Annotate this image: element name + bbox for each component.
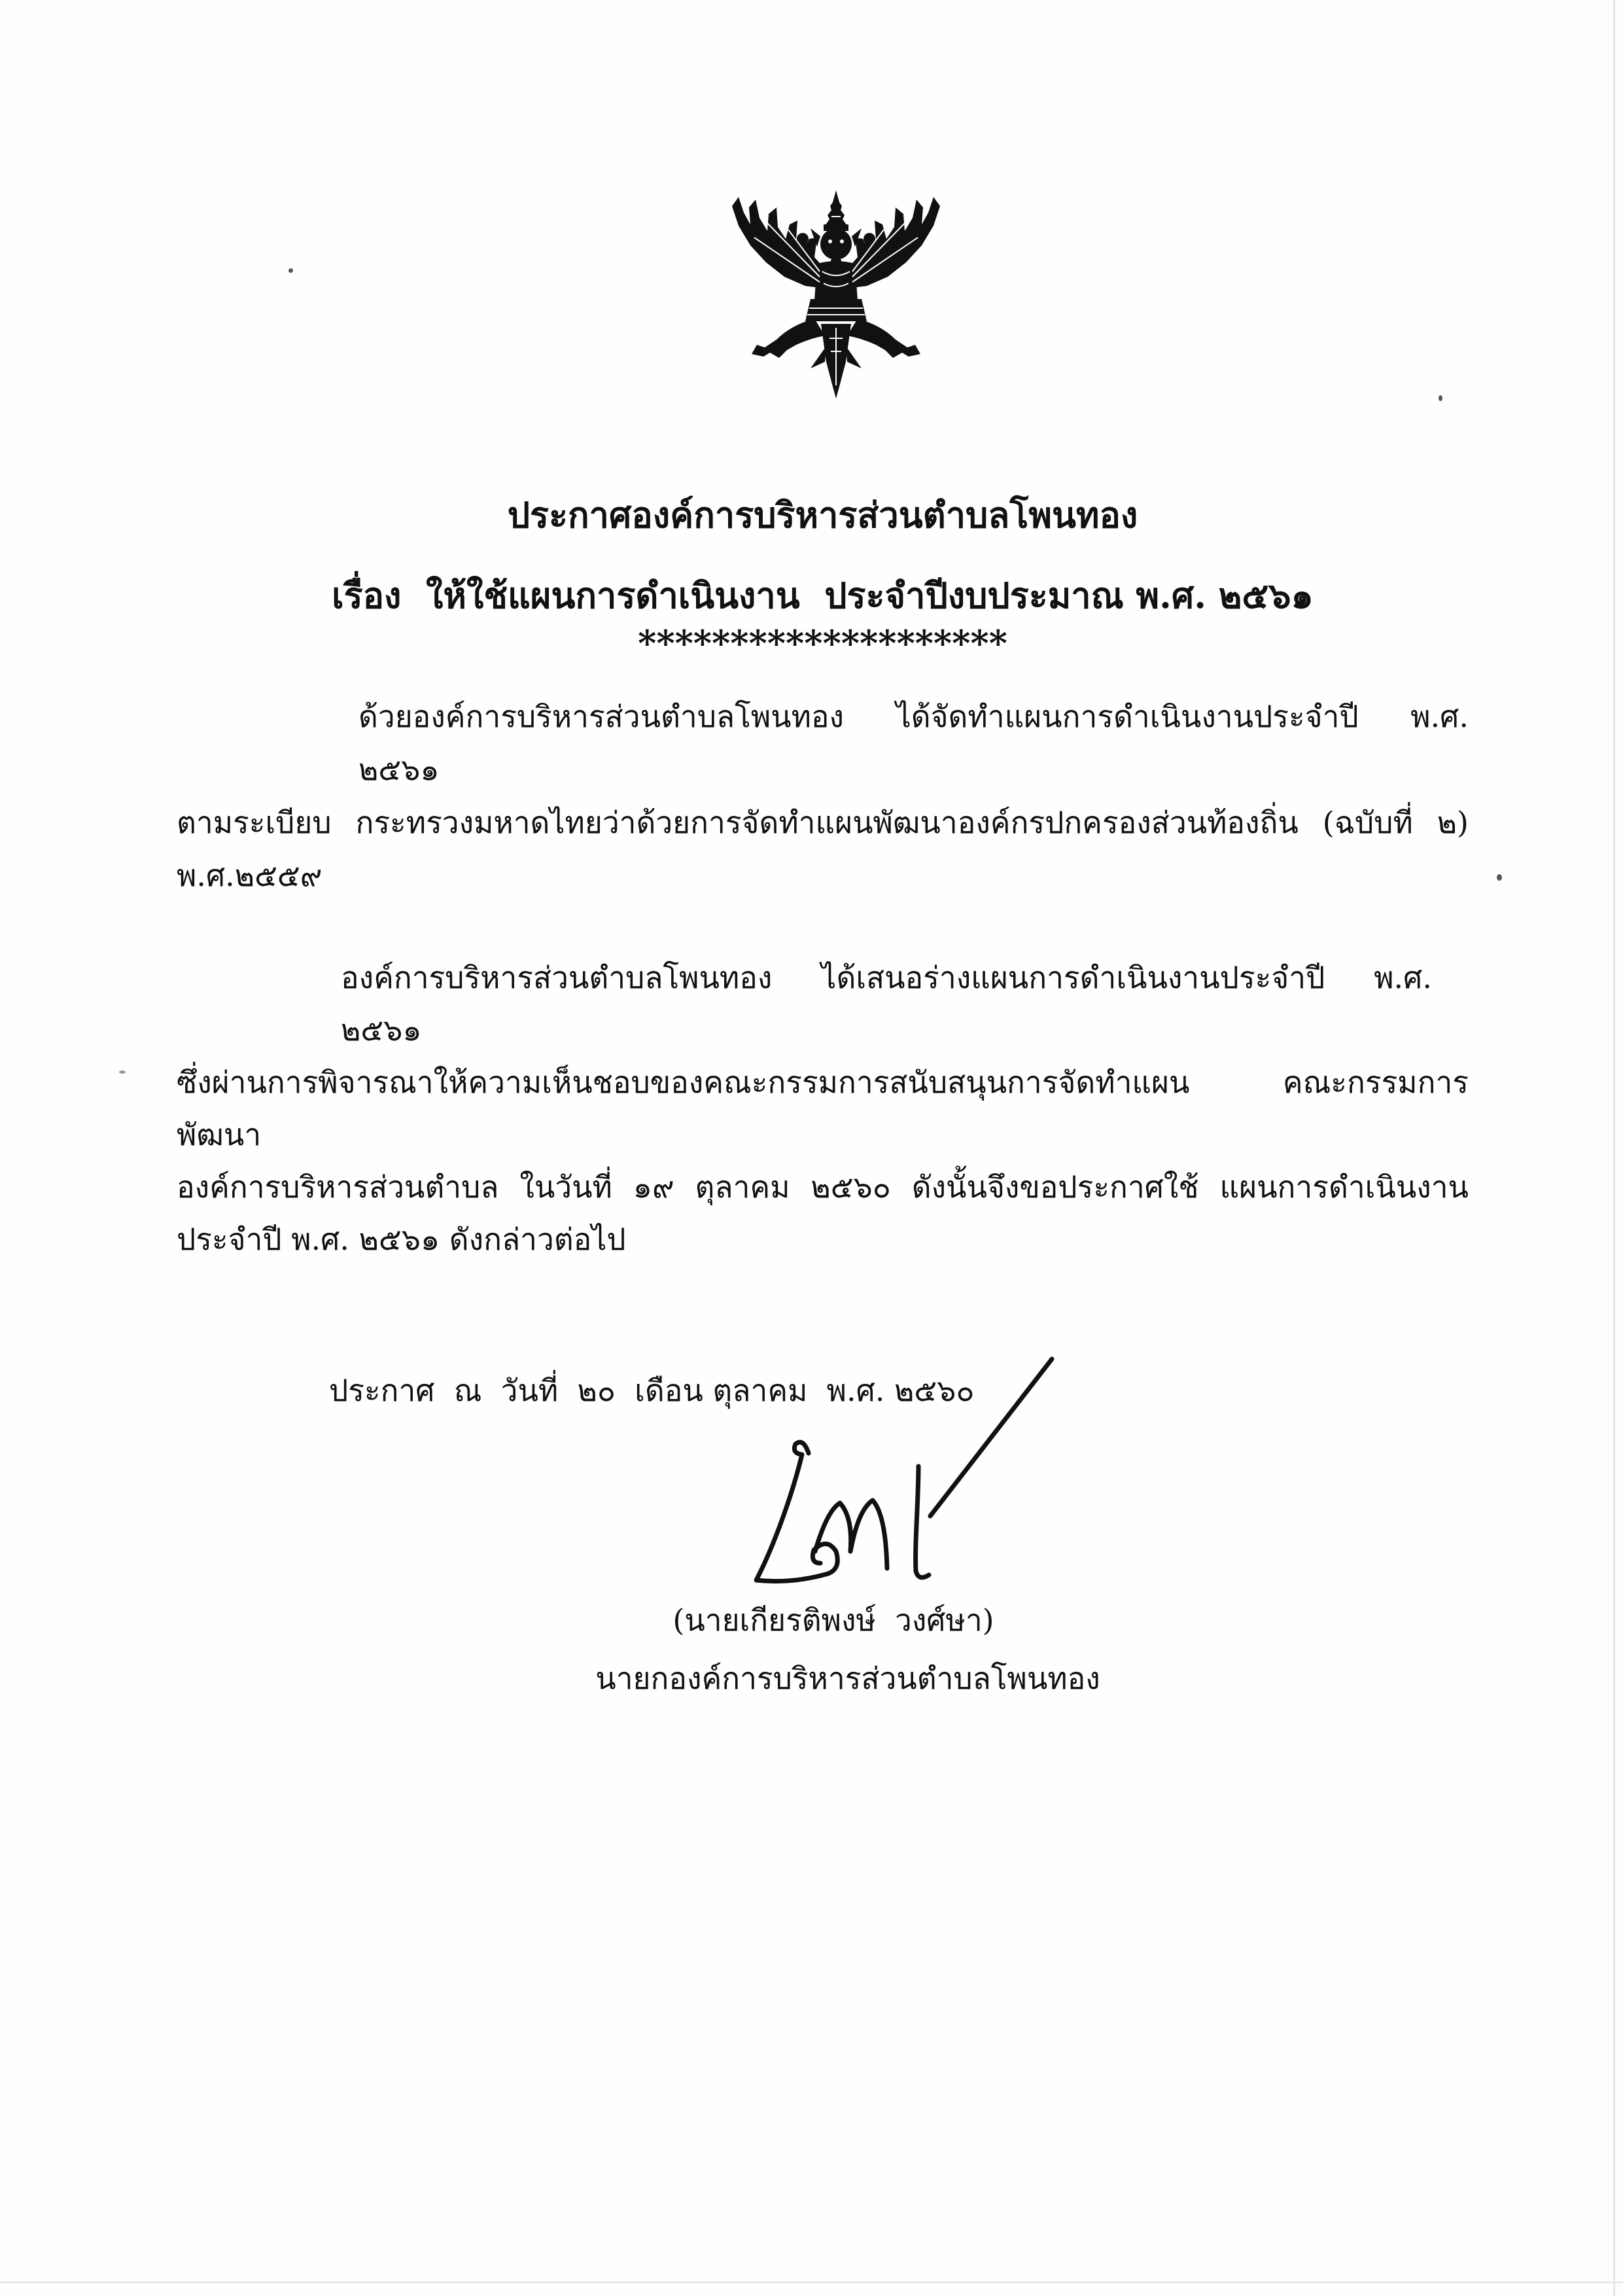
- scan-speck: [1439, 395, 1442, 401]
- paragraph-line: พ.ศ.๒๕๕๙: [177, 858, 323, 893]
- scan-edge-bottom: [0, 2282, 1623, 2283]
- paragraph-line: ซึ่งผ่านการพิจารณาให้ความเห็นชอบของคณะกรรมการสนับสนุนการจัดทำแผน คณะกรรมการพัฒนา: [177, 1065, 1469, 1152]
- paragraph-line: องค์การบริหารส่วนตำบลโพนทอง ได้เสนอร่างแผนการดำเนินงานประจำปี พ.ศ. ๒๕๖๑: [341, 960, 1432, 1048]
- document-title: ประกาศองค์การบริหารส่วนตำบลโพนทอง: [507, 494, 1138, 536]
- announcement-date: ประกาศ ณ วันที่ ๒๐ เดือน ตุลาคม พ.ศ. ๒๕๖๐: [329, 1373, 975, 1408]
- document-subject: เรื่อง ให้ใช้แผนการดำเนินงาน ประจำปีงบประมาณ พ.ศ. ๒๕๖๑: [332, 574, 1314, 616]
- paragraph-line: ตามระเบียบ กระทรวงมหาดไทยว่าด้วยการจัดทำแผนพัฒนาองค์กรปกครองส่วนท้องถิ่น (ฉบับที่ ๒): [177, 805, 1469, 840]
- signer-name: (นายเกียรติพงษ์ วงศ์ษา): [672, 1602, 994, 1638]
- asterisk-separator: ********************: [638, 622, 1007, 664]
- paragraph-line: องค์การบริหารส่วนตำบล ในวันที่ ๑๙ ตุลาคม ๒๕๖๐ ดังนั้นจึงขอประกาศใช้ แผนการดำเนินงาน: [177, 1169, 1469, 1205]
- paragraph-2: [177, 951, 1469, 1265]
- signature-block: [177, 1594, 1469, 1704]
- scan-speck: [119, 1070, 126, 1074]
- signer-position: นายกองค์การบริหารส่วนตำบลโพนทอง: [595, 1661, 1100, 1696]
- scan-speck: [1497, 874, 1502, 881]
- paragraph-1: [177, 690, 1469, 902]
- scan-speck: [288, 268, 293, 273]
- scan-edge-right: [1613, 0, 1615, 2296]
- handwritten-signature: [746, 1355, 1060, 1591]
- document-body: [177, 492, 1469, 1704]
- garuda-emblem: [728, 190, 944, 400]
- paragraph-line: ประจำปี พ.ศ. ๒๕๖๑ ดังกล่าวต่อไป: [177, 1222, 626, 1257]
- paragraph-line: ด้วยองค์การบริหารส่วนตำบลโพนทอง ได้จัดทำแผนการดำเนินงานประจำปี พ.ศ. ๒๕๖๑: [358, 699, 1469, 787]
